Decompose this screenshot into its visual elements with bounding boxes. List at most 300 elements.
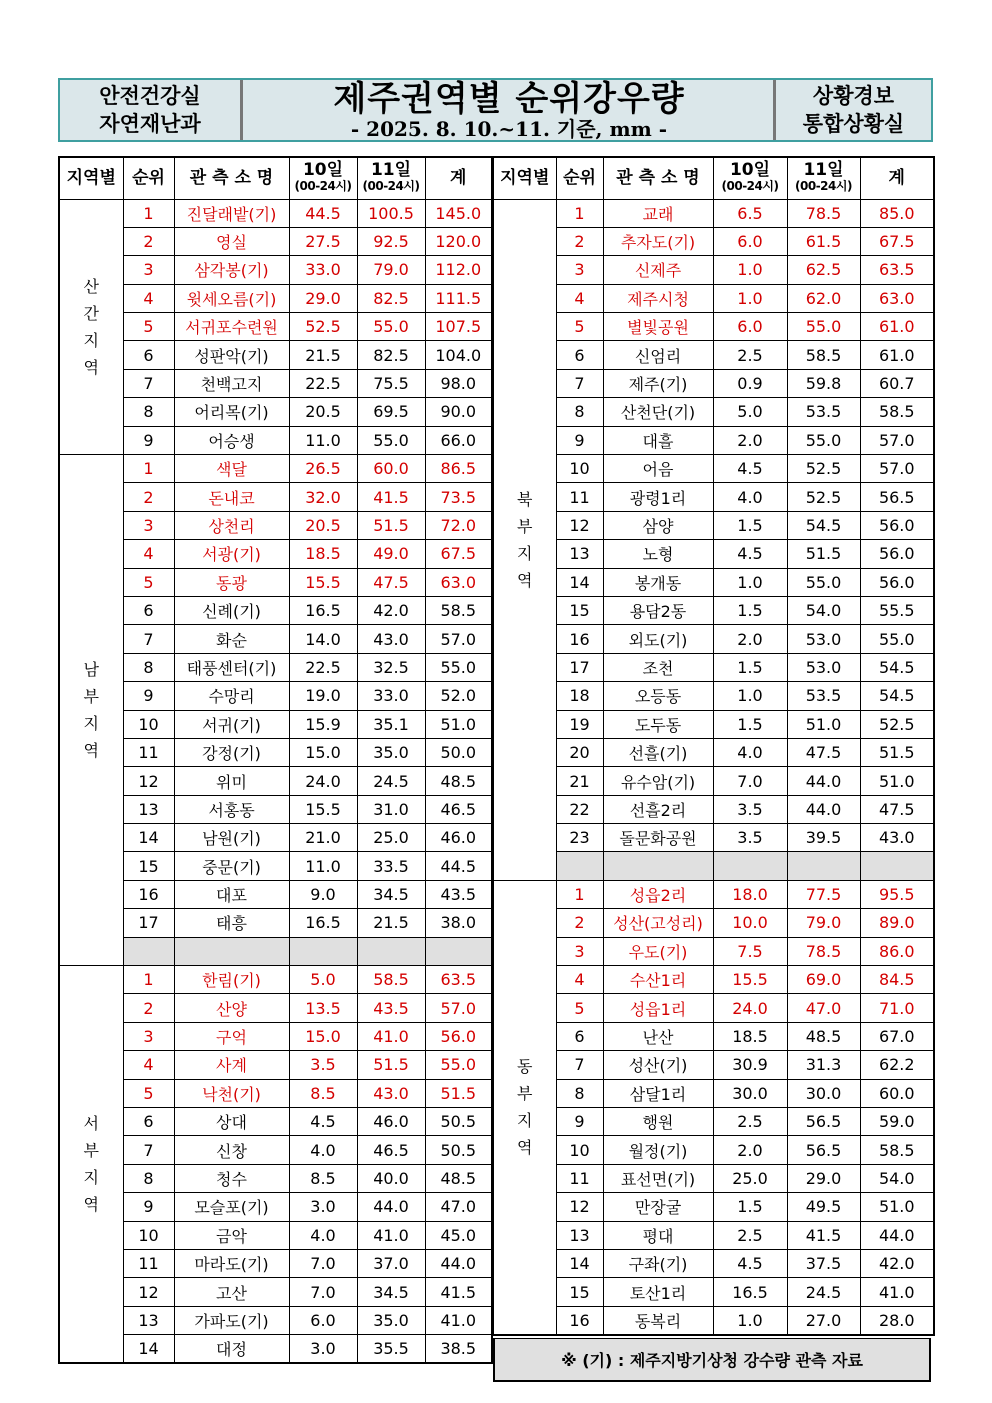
day1-cell: 52.5	[289, 313, 357, 341]
total-cell: 89.0	[860, 909, 934, 937]
total-cell: 57.0	[860, 426, 934, 454]
station-cell: 산양	[174, 994, 289, 1022]
day2-cell: 41.0	[357, 1221, 425, 1249]
station-cell: 동복리	[603, 1306, 713, 1334]
station-cell: 남원(기)	[174, 824, 289, 852]
total-cell: 66.0	[425, 426, 492, 454]
day1-cell: 4.5	[713, 1249, 787, 1277]
rank-cell: 14	[556, 1249, 603, 1277]
total-cell: 43.0	[860, 824, 934, 852]
total-cell: 47.5	[860, 795, 934, 823]
total-cell: 57.0	[425, 994, 492, 1022]
day1-cell: 24.0	[713, 994, 787, 1022]
day1-cell: 4.5	[289, 1108, 357, 1136]
station-cell: 청수	[174, 1164, 289, 1192]
day1-cell	[713, 852, 787, 880]
day2-cell: 52.5	[787, 483, 860, 511]
day1-cell: 11.0	[289, 426, 357, 454]
total-cell: 28.0	[860, 1306, 934, 1334]
day2-cell: 31.0	[357, 795, 425, 823]
table-row	[493, 341, 934, 369]
station-cell: 신례(기)	[174, 596, 289, 624]
day1-cell: 18.5	[713, 1022, 787, 1050]
total-cell: 107.5	[425, 313, 492, 341]
day1-cell: 7.5	[713, 937, 787, 965]
department-line2: 자연재난과	[99, 112, 201, 136]
rank-cell: 3	[556, 256, 603, 284]
day2-cell: 55.0	[787, 426, 860, 454]
station-cell: 대흘	[603, 426, 713, 454]
station-cell: 돌문화공원	[603, 824, 713, 852]
station-cell: 화순	[174, 625, 289, 653]
day2-cell: 21.5	[357, 909, 425, 937]
day1-cell: 18.5	[289, 540, 357, 568]
rank-cell: 3	[123, 256, 174, 284]
day2-cell: 40.0	[357, 1164, 425, 1192]
total-cell: 51.0	[425, 710, 492, 738]
day2-cell: 41.5	[787, 1221, 860, 1249]
rank-cell: 8	[556, 398, 603, 426]
table-row	[493, 625, 934, 653]
day2-cell	[357, 937, 425, 965]
table-row	[493, 483, 934, 511]
day2-cell: 33.0	[357, 682, 425, 710]
total-cell: 51.0	[860, 767, 934, 795]
report-header	[58, 78, 933, 142]
col-rank: 순위	[123, 157, 174, 199]
rank-cell: 7	[556, 369, 603, 397]
table-row	[493, 909, 934, 937]
day2-cell: 47.0	[787, 994, 860, 1022]
rank-cell: 16	[556, 625, 603, 653]
col-region: 지역별	[493, 157, 556, 199]
region-char: 지	[83, 330, 99, 350]
region-char: 부	[83, 1141, 99, 1161]
table-row	[59, 880, 492, 908]
day2-cell: 53.0	[787, 625, 860, 653]
day1-cell: 3.5	[713, 795, 787, 823]
rank-cell	[123, 937, 174, 965]
day2-cell: 82.5	[357, 284, 425, 312]
table-row	[59, 1022, 492, 1050]
station-cell: 서귀포수련원	[174, 313, 289, 341]
rank-cell: 6	[556, 341, 603, 369]
total-cell: 63.5	[860, 256, 934, 284]
table-row	[493, 596, 934, 624]
station-cell: 선흘(기)	[603, 738, 713, 766]
rank-cell: 20	[556, 738, 603, 766]
region-char: 역	[517, 1138, 533, 1158]
station-cell: 위미	[174, 767, 289, 795]
rank-cell: 13	[556, 540, 603, 568]
rank-cell: 7	[123, 1136, 174, 1164]
station-cell: 행원	[603, 1108, 713, 1136]
station-cell: 사계	[174, 1051, 289, 1079]
day2-cell: 43.0	[357, 625, 425, 653]
rank-cell: 2	[123, 227, 174, 255]
table-row	[493, 1221, 934, 1249]
table-row	[493, 738, 934, 766]
table-row	[59, 341, 492, 369]
total-cell: 56.0	[860, 568, 934, 596]
day1-cell: 4.5	[713, 540, 787, 568]
total-cell: 55.0	[425, 653, 492, 681]
rank-cell: 4	[123, 1051, 174, 1079]
station-cell: 한림(기)	[174, 966, 289, 994]
table-row	[59, 511, 492, 539]
day1-cell: 4.0	[713, 738, 787, 766]
day2-cell: 61.5	[787, 227, 860, 255]
day1-cell: 4.0	[289, 1221, 357, 1249]
col-day2: 11일 (00-24시)	[357, 157, 425, 199]
title-box	[243, 80, 775, 140]
day1-cell: 21.0	[289, 824, 357, 852]
station-cell: 별빛공원	[603, 313, 713, 341]
total-cell: 98.0	[425, 369, 492, 397]
total-cell	[425, 937, 492, 965]
station-cell: 삼각봉(기)	[174, 256, 289, 284]
region-char: 지	[83, 1168, 99, 1188]
rank-cell: 17	[556, 653, 603, 681]
day1-cell: 1.0	[713, 256, 787, 284]
day1-cell: 14.0	[289, 625, 357, 653]
day2-cell: 29.0	[787, 1164, 860, 1192]
day1-cell: 3.5	[713, 824, 787, 852]
day2-cell: 35.5	[357, 1335, 425, 1363]
table-row	[59, 966, 492, 994]
day1-cell: 1.5	[713, 710, 787, 738]
table-row	[493, 540, 934, 568]
station-cell: 태풍센터(기)	[174, 653, 289, 681]
region-label	[493, 199, 556, 880]
day2-cell: 44.0	[357, 1193, 425, 1221]
table-row	[59, 256, 492, 284]
table-row	[493, 795, 934, 823]
total-cell: 55.5	[860, 596, 934, 624]
day1-cell: 1.0	[713, 568, 787, 596]
station-cell: 성읍2리	[603, 880, 713, 908]
day2-cell: 41.0	[357, 1022, 425, 1050]
day1-cell: 30.9	[713, 1051, 787, 1079]
table-row	[59, 1278, 492, 1306]
total-cell: 50.0	[425, 738, 492, 766]
station-cell: 수산1리	[603, 966, 713, 994]
total-cell: 56.0	[860, 511, 934, 539]
day2-cell: 52.5	[787, 455, 860, 483]
day2-cell: 56.5	[787, 1108, 860, 1136]
station-cell: 월정(기)	[603, 1136, 713, 1164]
day2-cell: 41.5	[357, 483, 425, 511]
total-cell: 95.5	[860, 880, 934, 908]
region-char: 부	[83, 687, 99, 707]
total-cell: 67.5	[860, 227, 934, 255]
total-cell: 44.5	[425, 852, 492, 880]
station-cell: 서홍동	[174, 795, 289, 823]
day2-cell: 43.5	[357, 994, 425, 1022]
day2-cell: 27.0	[787, 1306, 860, 1334]
table-row	[59, 284, 492, 312]
total-cell: 59.0	[860, 1108, 934, 1136]
total-cell: 73.5	[425, 483, 492, 511]
day1-cell: 25.0	[713, 1164, 787, 1192]
day1-cell: 2.5	[713, 1221, 787, 1249]
day2-cell: 100.5	[357, 199, 425, 227]
table-row	[493, 767, 934, 795]
total-cell: 45.0	[425, 1221, 492, 1249]
station-cell: 추자도(기)	[603, 227, 713, 255]
rank-cell: 9	[123, 426, 174, 454]
total-cell: 67.5	[425, 540, 492, 568]
table-row	[59, 426, 492, 454]
table-row	[493, 199, 934, 227]
region-char: 역	[83, 357, 99, 377]
rank-cell: 4	[556, 966, 603, 994]
day2-cell: 69.0	[787, 966, 860, 994]
rank-cell: 18	[556, 682, 603, 710]
total-cell: 57.0	[425, 625, 492, 653]
day2-cell: 58.5	[787, 341, 860, 369]
day2-cell: 46.0	[357, 1108, 425, 1136]
table-row	[493, 1136, 934, 1164]
rank-cell: 15	[556, 596, 603, 624]
day2-cell: 55.0	[787, 313, 860, 341]
table-row	[59, 653, 492, 681]
table-header-row	[493, 157, 934, 199]
station-cell: 가파도(기)	[174, 1306, 289, 1334]
station-cell: 색달	[174, 455, 289, 483]
station-cell: 대정	[174, 1335, 289, 1363]
rank-cell: 12	[123, 767, 174, 795]
station-cell: 난산	[603, 1022, 713, 1050]
rank-cell: 8	[123, 1164, 174, 1192]
region-char: 산	[83, 276, 99, 296]
day2-cell: 82.5	[357, 341, 425, 369]
day1-cell: 8.5	[289, 1079, 357, 1107]
total-cell: 63.0	[860, 284, 934, 312]
day2-cell: 79.0	[357, 256, 425, 284]
total-cell: 46.0	[425, 824, 492, 852]
total-cell: 57.0	[860, 455, 934, 483]
station-cell: 삼양	[603, 511, 713, 539]
total-cell: 50.5	[425, 1108, 492, 1136]
table-row	[59, 313, 492, 341]
day1-cell: 20.5	[289, 398, 357, 426]
total-cell: 120.0	[425, 227, 492, 255]
rank-cell: 5	[123, 568, 174, 596]
day2-cell: 37.5	[787, 1249, 860, 1277]
total-cell: 41.0	[425, 1306, 492, 1334]
station-cell	[603, 852, 713, 880]
table-row	[59, 682, 492, 710]
day2-cell: 44.0	[787, 767, 860, 795]
day1-cell: 16.5	[289, 909, 357, 937]
total-cell: 63.5	[425, 966, 492, 994]
total-cell: 71.0	[860, 994, 934, 1022]
station-cell: 신창	[174, 1136, 289, 1164]
table-row	[493, 1164, 934, 1192]
table-row	[493, 426, 934, 454]
day1-cell: 32.0	[289, 483, 357, 511]
day1-cell: 3.0	[289, 1193, 357, 1221]
day1-cell: 22.5	[289, 653, 357, 681]
table-row	[59, 1335, 492, 1363]
rank-cell: 7	[123, 369, 174, 397]
rank-cell: 2	[123, 483, 174, 511]
day1-cell: 2.0	[713, 1136, 787, 1164]
total-cell: 58.5	[425, 596, 492, 624]
office-box	[773, 80, 931, 140]
table-row	[59, 369, 492, 397]
day2-cell: 49.0	[357, 540, 425, 568]
station-cell: 금악	[174, 1221, 289, 1249]
col-station: 관 측 소 명	[174, 157, 289, 199]
day2-cell: 55.0	[787, 568, 860, 596]
table-row	[59, 1193, 492, 1221]
day2-cell: 60.0	[357, 455, 425, 483]
station-cell: 어승생	[174, 426, 289, 454]
rank-cell: 6	[123, 1108, 174, 1136]
rank-cell: 10	[556, 1136, 603, 1164]
day1-cell: 18.0	[713, 880, 787, 908]
table-row	[493, 1249, 934, 1277]
station-cell: 성판악(기)	[174, 341, 289, 369]
total-cell: 41.5	[425, 1278, 492, 1306]
station-cell: 고산	[174, 1278, 289, 1306]
day2-cell: 53.5	[787, 682, 860, 710]
rank-cell	[556, 852, 603, 880]
day1-cell: 19.0	[289, 682, 357, 710]
day2-cell: 69.5	[357, 398, 425, 426]
total-cell: 44.0	[425, 1249, 492, 1277]
rank-cell: 7	[123, 625, 174, 653]
rank-cell: 1	[556, 199, 603, 227]
day2-cell: 54.5	[787, 511, 860, 539]
total-cell: 62.2	[860, 1051, 934, 1079]
day1-cell: 3.0	[289, 1335, 357, 1363]
day2-cell: 92.5	[357, 227, 425, 255]
department-line1: 안전건강실	[99, 84, 201, 108]
station-cell: 평대	[603, 1221, 713, 1249]
day2-cell: 55.0	[357, 426, 425, 454]
region-char: 역	[83, 741, 99, 761]
day2-cell: 79.0	[787, 909, 860, 937]
table-row	[59, 767, 492, 795]
station-cell: 구억	[174, 1022, 289, 1050]
total-cell: 84.5	[860, 966, 934, 994]
table-row	[59, 852, 492, 880]
table-row	[493, 653, 934, 681]
total-cell: 38.0	[425, 909, 492, 937]
day2-cell: 46.5	[357, 1136, 425, 1164]
region-char: 북	[517, 489, 533, 509]
table-row	[493, 937, 934, 965]
station-cell: 중문(기)	[174, 852, 289, 880]
day1-cell: 16.5	[713, 1278, 787, 1306]
table-row	[493, 1108, 934, 1136]
right-rainfall-table	[492, 156, 935, 1336]
total-cell: 86.0	[860, 937, 934, 965]
table-row	[59, 1136, 492, 1164]
table-row	[59, 568, 492, 596]
table-row	[493, 256, 934, 284]
station-cell: 강정(기)	[174, 738, 289, 766]
day2-cell: 78.5	[787, 937, 860, 965]
table-row-blank	[493, 852, 934, 880]
day2-cell: 37.0	[357, 1249, 425, 1277]
total-cell: 61.0	[860, 341, 934, 369]
total-cell: 41.0	[860, 1278, 934, 1306]
day1-cell: 4.5	[713, 455, 787, 483]
total-cell: 67.0	[860, 1022, 934, 1050]
table-row	[59, 1249, 492, 1277]
region-char: 역	[517, 570, 533, 590]
table-row	[493, 824, 934, 852]
station-cell: 만장굴	[603, 1193, 713, 1221]
col-rank: 순위	[556, 157, 603, 199]
total-cell: 54.0	[860, 1164, 934, 1192]
station-cell: 제주(기)	[603, 369, 713, 397]
total-cell	[860, 852, 934, 880]
day2-cell: 51.5	[787, 540, 860, 568]
table-row	[493, 511, 934, 539]
day1-cell: 1.0	[713, 682, 787, 710]
table-row	[59, 596, 492, 624]
station-cell: 토산1리	[603, 1278, 713, 1306]
station-cell: 돈내코	[174, 483, 289, 511]
station-cell	[174, 937, 289, 965]
rank-cell: 1	[556, 880, 603, 908]
total-cell: 86.5	[425, 455, 492, 483]
day1-cell: 27.5	[289, 227, 357, 255]
station-cell: 광령1리	[603, 483, 713, 511]
region-char: 지	[517, 543, 533, 563]
region-char: 지	[517, 1111, 533, 1131]
day2-cell: 48.5	[787, 1022, 860, 1050]
day2-cell: 42.0	[357, 596, 425, 624]
total-cell: 51.5	[425, 1079, 492, 1107]
rank-cell: 1	[123, 966, 174, 994]
day2-cell: 62.5	[787, 256, 860, 284]
station-cell: 어리목(기)	[174, 398, 289, 426]
rank-cell: 4	[123, 540, 174, 568]
day2-cell: 47.5	[787, 738, 860, 766]
day2-cell: 43.0	[357, 1079, 425, 1107]
table-row-blank	[59, 937, 492, 965]
rank-cell: 4	[123, 284, 174, 312]
day1-cell: 15.9	[289, 710, 357, 738]
rank-cell: 6	[123, 341, 174, 369]
table-row	[59, 1051, 492, 1079]
day2-cell: 34.5	[357, 880, 425, 908]
station-cell: 서광(기)	[174, 540, 289, 568]
day2-cell: 56.5	[787, 1136, 860, 1164]
footnote: ※ (기) : 제주지방기상청 강수량 관측 자료	[493, 1338, 931, 1382]
rank-cell: 12	[556, 511, 603, 539]
rank-cell: 14	[123, 824, 174, 852]
table-row	[493, 455, 934, 483]
page-subtitle: - 2025. 8. 10.~11. 기준, mm -	[350, 117, 668, 141]
rank-cell: 9	[556, 426, 603, 454]
total-cell: 52.0	[425, 682, 492, 710]
total-cell: 44.0	[860, 1221, 934, 1249]
station-cell: 선흘2리	[603, 795, 713, 823]
rank-cell: 11	[123, 1249, 174, 1277]
table-row	[59, 1164, 492, 1192]
day2-cell: 53.5	[787, 398, 860, 426]
station-cell: 상대	[174, 1108, 289, 1136]
station-cell: 우도(기)	[603, 937, 713, 965]
station-cell: 마라도(기)	[174, 1249, 289, 1277]
